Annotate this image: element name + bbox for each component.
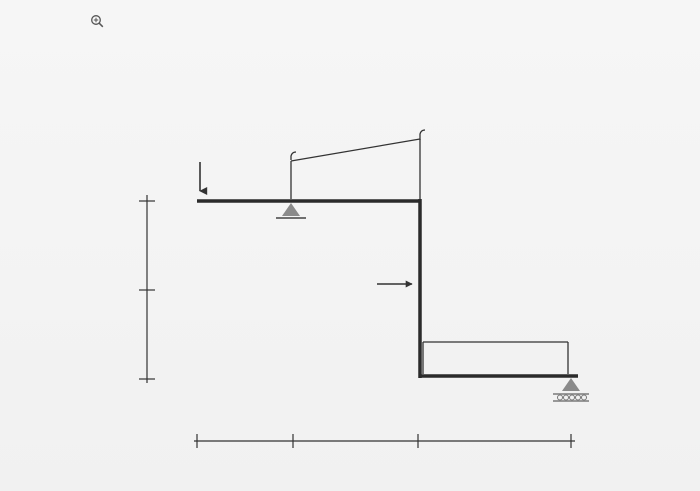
support-a-pin: [276, 203, 306, 218]
frame-members: [197, 199, 578, 378]
support-b-roller: [553, 378, 589, 401]
top-distributed-load: [291, 130, 425, 199]
bottom-distributed-load: [423, 342, 568, 374]
vertical-dimension: [139, 195, 155, 383]
horizontal-dimension: [194, 434, 575, 448]
